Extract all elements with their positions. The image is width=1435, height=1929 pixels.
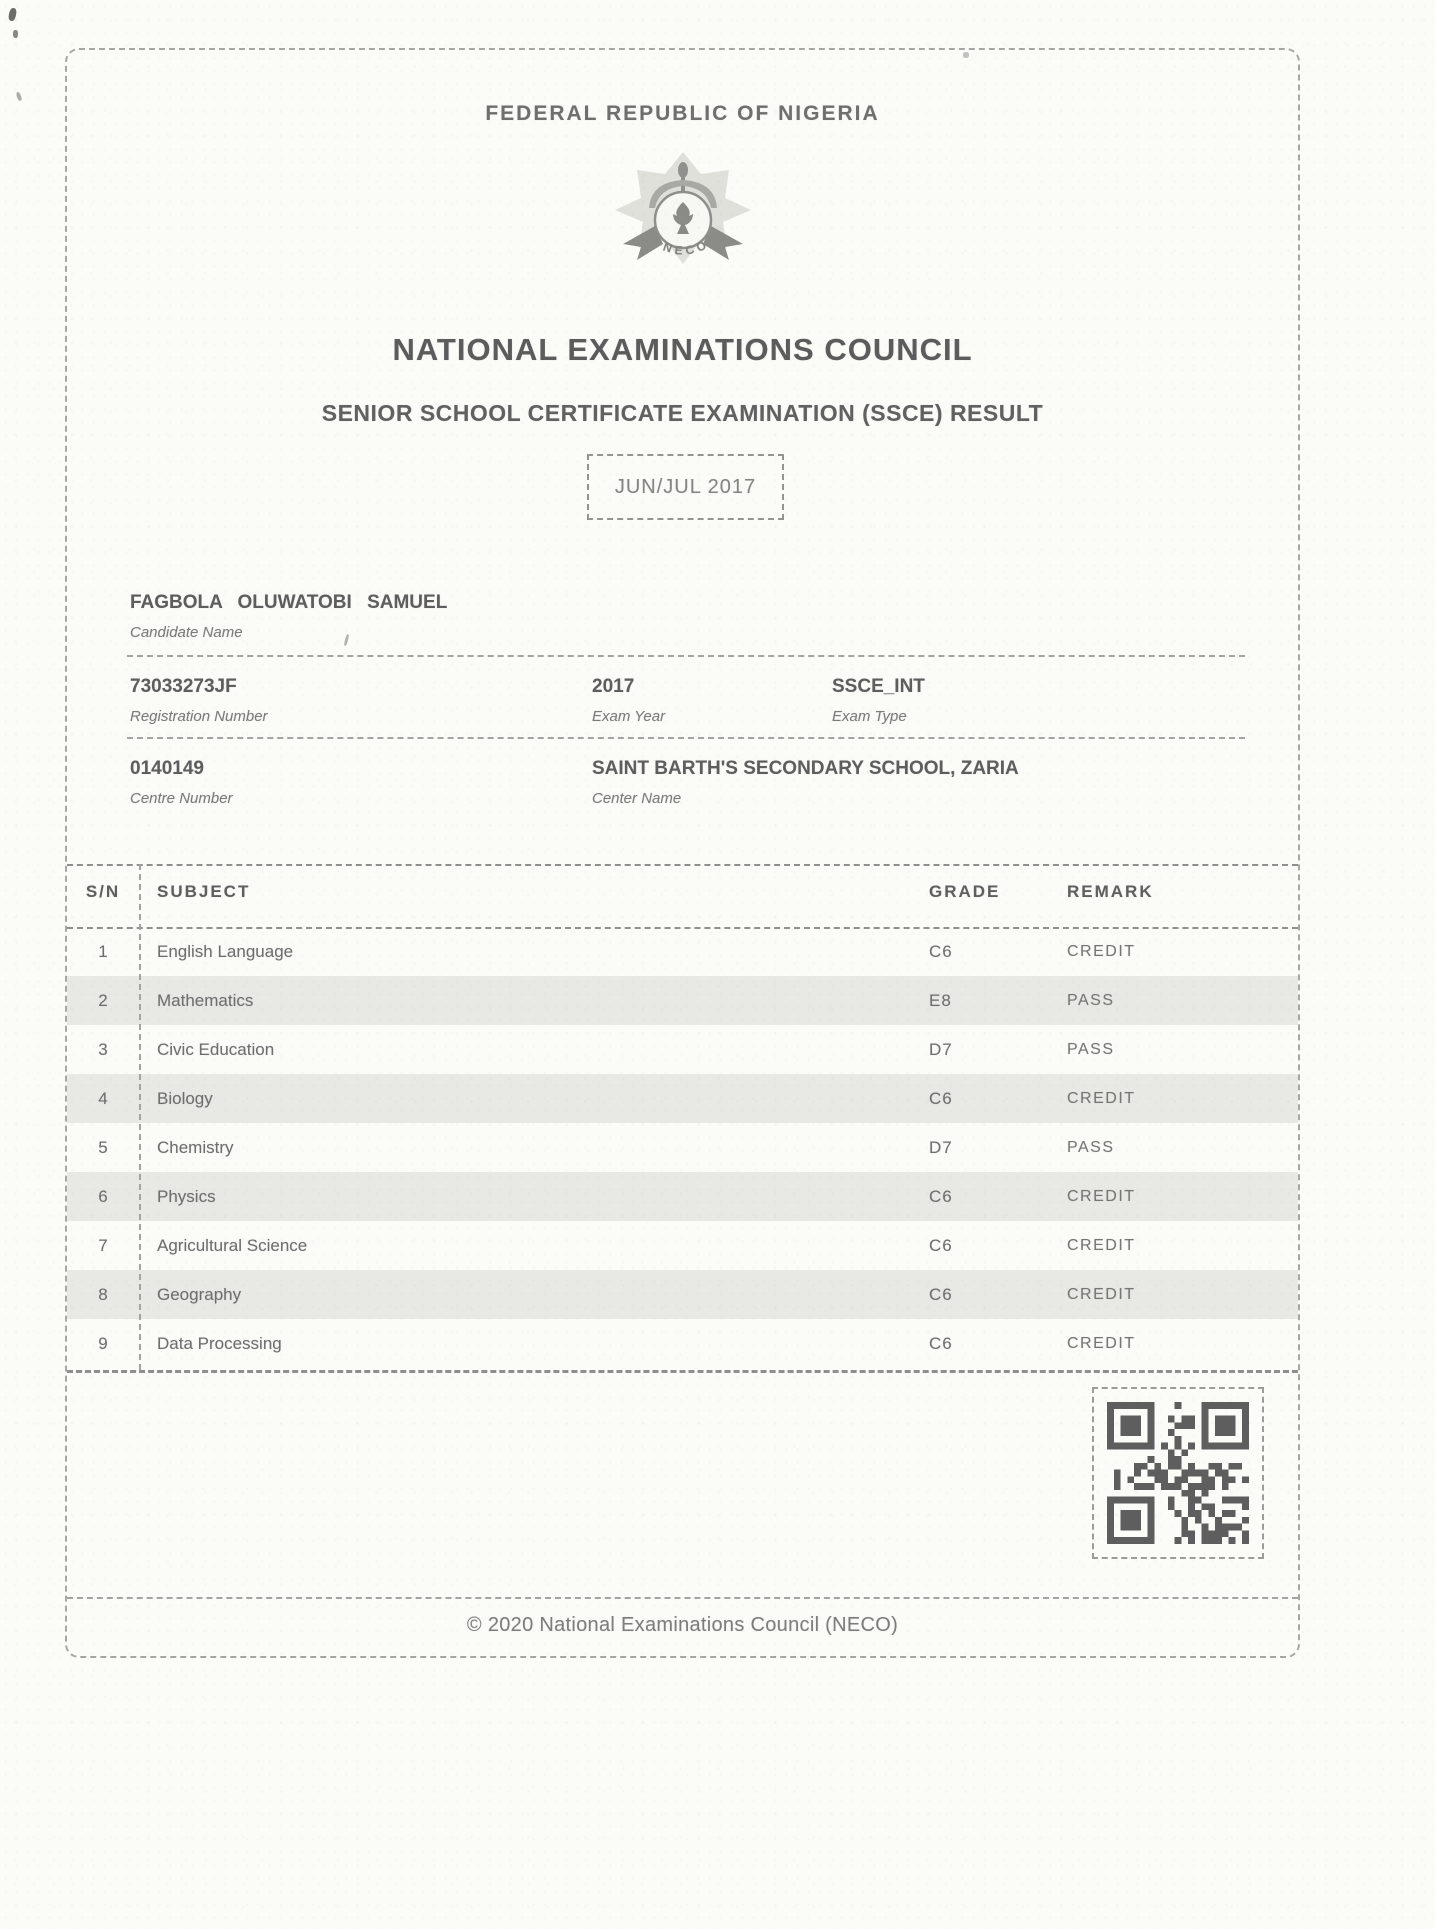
table-top-border <box>67 864 1298 866</box>
registration-number-value: 73033273JF <box>130 676 237 697</box>
registration-number-label: Registration Number <box>130 708 268 725</box>
cell-grade: C6 <box>929 1186 953 1206</box>
cell-grade: C6 <box>929 1284 953 1304</box>
centre-number-value: 0140149 <box>130 758 204 779</box>
exam-session: JUN/JUL 2017 <box>614 475 757 498</box>
cell-subject: Data Processing <box>157 1333 282 1353</box>
exam-type-value: SSCE_INT <box>832 676 925 697</box>
column-header-sn: S/N <box>85 882 121 901</box>
scan-speck <box>13 30 18 38</box>
table-row <box>67 1025 1298 1074</box>
divider <box>127 737 1245 739</box>
cell-remark: PASS <box>1067 991 1115 1009</box>
table-row <box>67 1123 1298 1172</box>
exam-session-box <box>587 454 784 520</box>
neco-emblem <box>603 148 763 288</box>
column-header-remark: REMARK <box>1067 882 1154 901</box>
cell-grade: D7 <box>929 1039 953 1059</box>
table-row <box>67 1270 1298 1319</box>
table-row <box>67 927 1298 976</box>
exam-year-value: 2017 <box>592 676 635 697</box>
cell-remark: CREDIT <box>1067 1236 1136 1254</box>
cell-subject: Geography <box>157 1284 242 1304</box>
exam-year-label: Exam Year <box>592 708 666 725</box>
table-row <box>67 1319 1298 1368</box>
qr-code <box>1107 1402 1249 1544</box>
centre-number-label: Centre Number <box>130 790 233 807</box>
footer-copyright: © 2020 National Examinations Council (NECO) <box>466 1614 899 1636</box>
cell-remark: CREDIT <box>1067 1089 1136 1107</box>
cell-subject: English Language <box>157 941 294 961</box>
cell-sn: 4 <box>98 1088 108 1108</box>
cell-subject: Agricultural Science <box>157 1235 308 1255</box>
council-title: NATIONAL EXAMINATIONS COUNCIL <box>392 332 973 367</box>
results-rows <box>67 927 1298 1368</box>
cell-sn: 3 <box>98 1039 108 1059</box>
cell-subject: Chemistry <box>157 1137 234 1157</box>
divider <box>127 655 1245 657</box>
column-header-subject: SUBJECT <box>157 882 251 901</box>
table-row <box>67 1074 1298 1123</box>
footer-divider <box>67 1597 1298 1599</box>
cell-remark: CREDIT <box>1067 1187 1136 1205</box>
cell-remark: CREDIT <box>1067 1334 1136 1352</box>
cell-grade: C6 <box>929 1088 953 1108</box>
candidate-name-label: Candidate Name <box>130 624 243 641</box>
cell-grade: C6 <box>929 1333 953 1353</box>
cell-grade: E8 <box>929 990 952 1010</box>
certificate-sheet <box>65 48 1300 1658</box>
cell-remark: PASS <box>1067 1138 1115 1156</box>
cell-grade: C6 <box>929 941 953 961</box>
column-header-grade: GRADE <box>929 882 1001 901</box>
cell-subject: Physics <box>157 1186 216 1206</box>
sn-column-divider <box>139 864 141 1370</box>
center-name-label: Center Name <box>592 790 682 807</box>
cell-remark: PASS <box>1067 1040 1115 1058</box>
scan-speck <box>8 7 18 21</box>
table-row <box>67 1221 1298 1270</box>
cell-remark: CREDIT <box>1067 942 1136 960</box>
cell-sn: 1 <box>98 941 108 961</box>
table-bottom-border <box>67 1370 1298 1373</box>
cell-subject: Mathematics <box>157 990 254 1010</box>
cell-grade: D7 <box>929 1137 953 1157</box>
emblem-torch <box>678 162 688 178</box>
document-title: SENIOR SCHOOL CERTIFICATE EXAMINATION (SSCE) RESULT <box>321 400 1044 426</box>
emblem-logo-text: NECO <box>660 236 712 258</box>
candidate-name-value: FAGBOLA OLUWATOBI SAMUEL <box>130 592 448 613</box>
exam-type-label: Exam Type <box>832 708 907 725</box>
cell-sn: 9 <box>98 1333 108 1353</box>
cell-grade: C6 <box>929 1235 953 1255</box>
center-name-value: SAINT BARTH'S SECONDARY SCHOOL, ZARIA <box>592 758 1019 779</box>
table-row <box>67 976 1298 1025</box>
scan-speck <box>16 92 23 102</box>
cell-sn: 7 <box>98 1235 108 1255</box>
cell-remark: CREDIT <box>1067 1285 1136 1303</box>
cell-sn: 5 <box>98 1137 108 1157</box>
table-row <box>67 1172 1298 1221</box>
cell-subject: Biology <box>157 1088 213 1108</box>
cell-subject: Civic Education <box>157 1039 275 1059</box>
cell-sn: 2 <box>98 990 108 1010</box>
cell-sn: 6 <box>98 1186 108 1206</box>
cell-sn: 8 <box>98 1284 108 1304</box>
qr-code-box <box>1092 1387 1264 1559</box>
country-title: FEDERAL REPUBLIC OF NIGERIA <box>485 102 880 125</box>
